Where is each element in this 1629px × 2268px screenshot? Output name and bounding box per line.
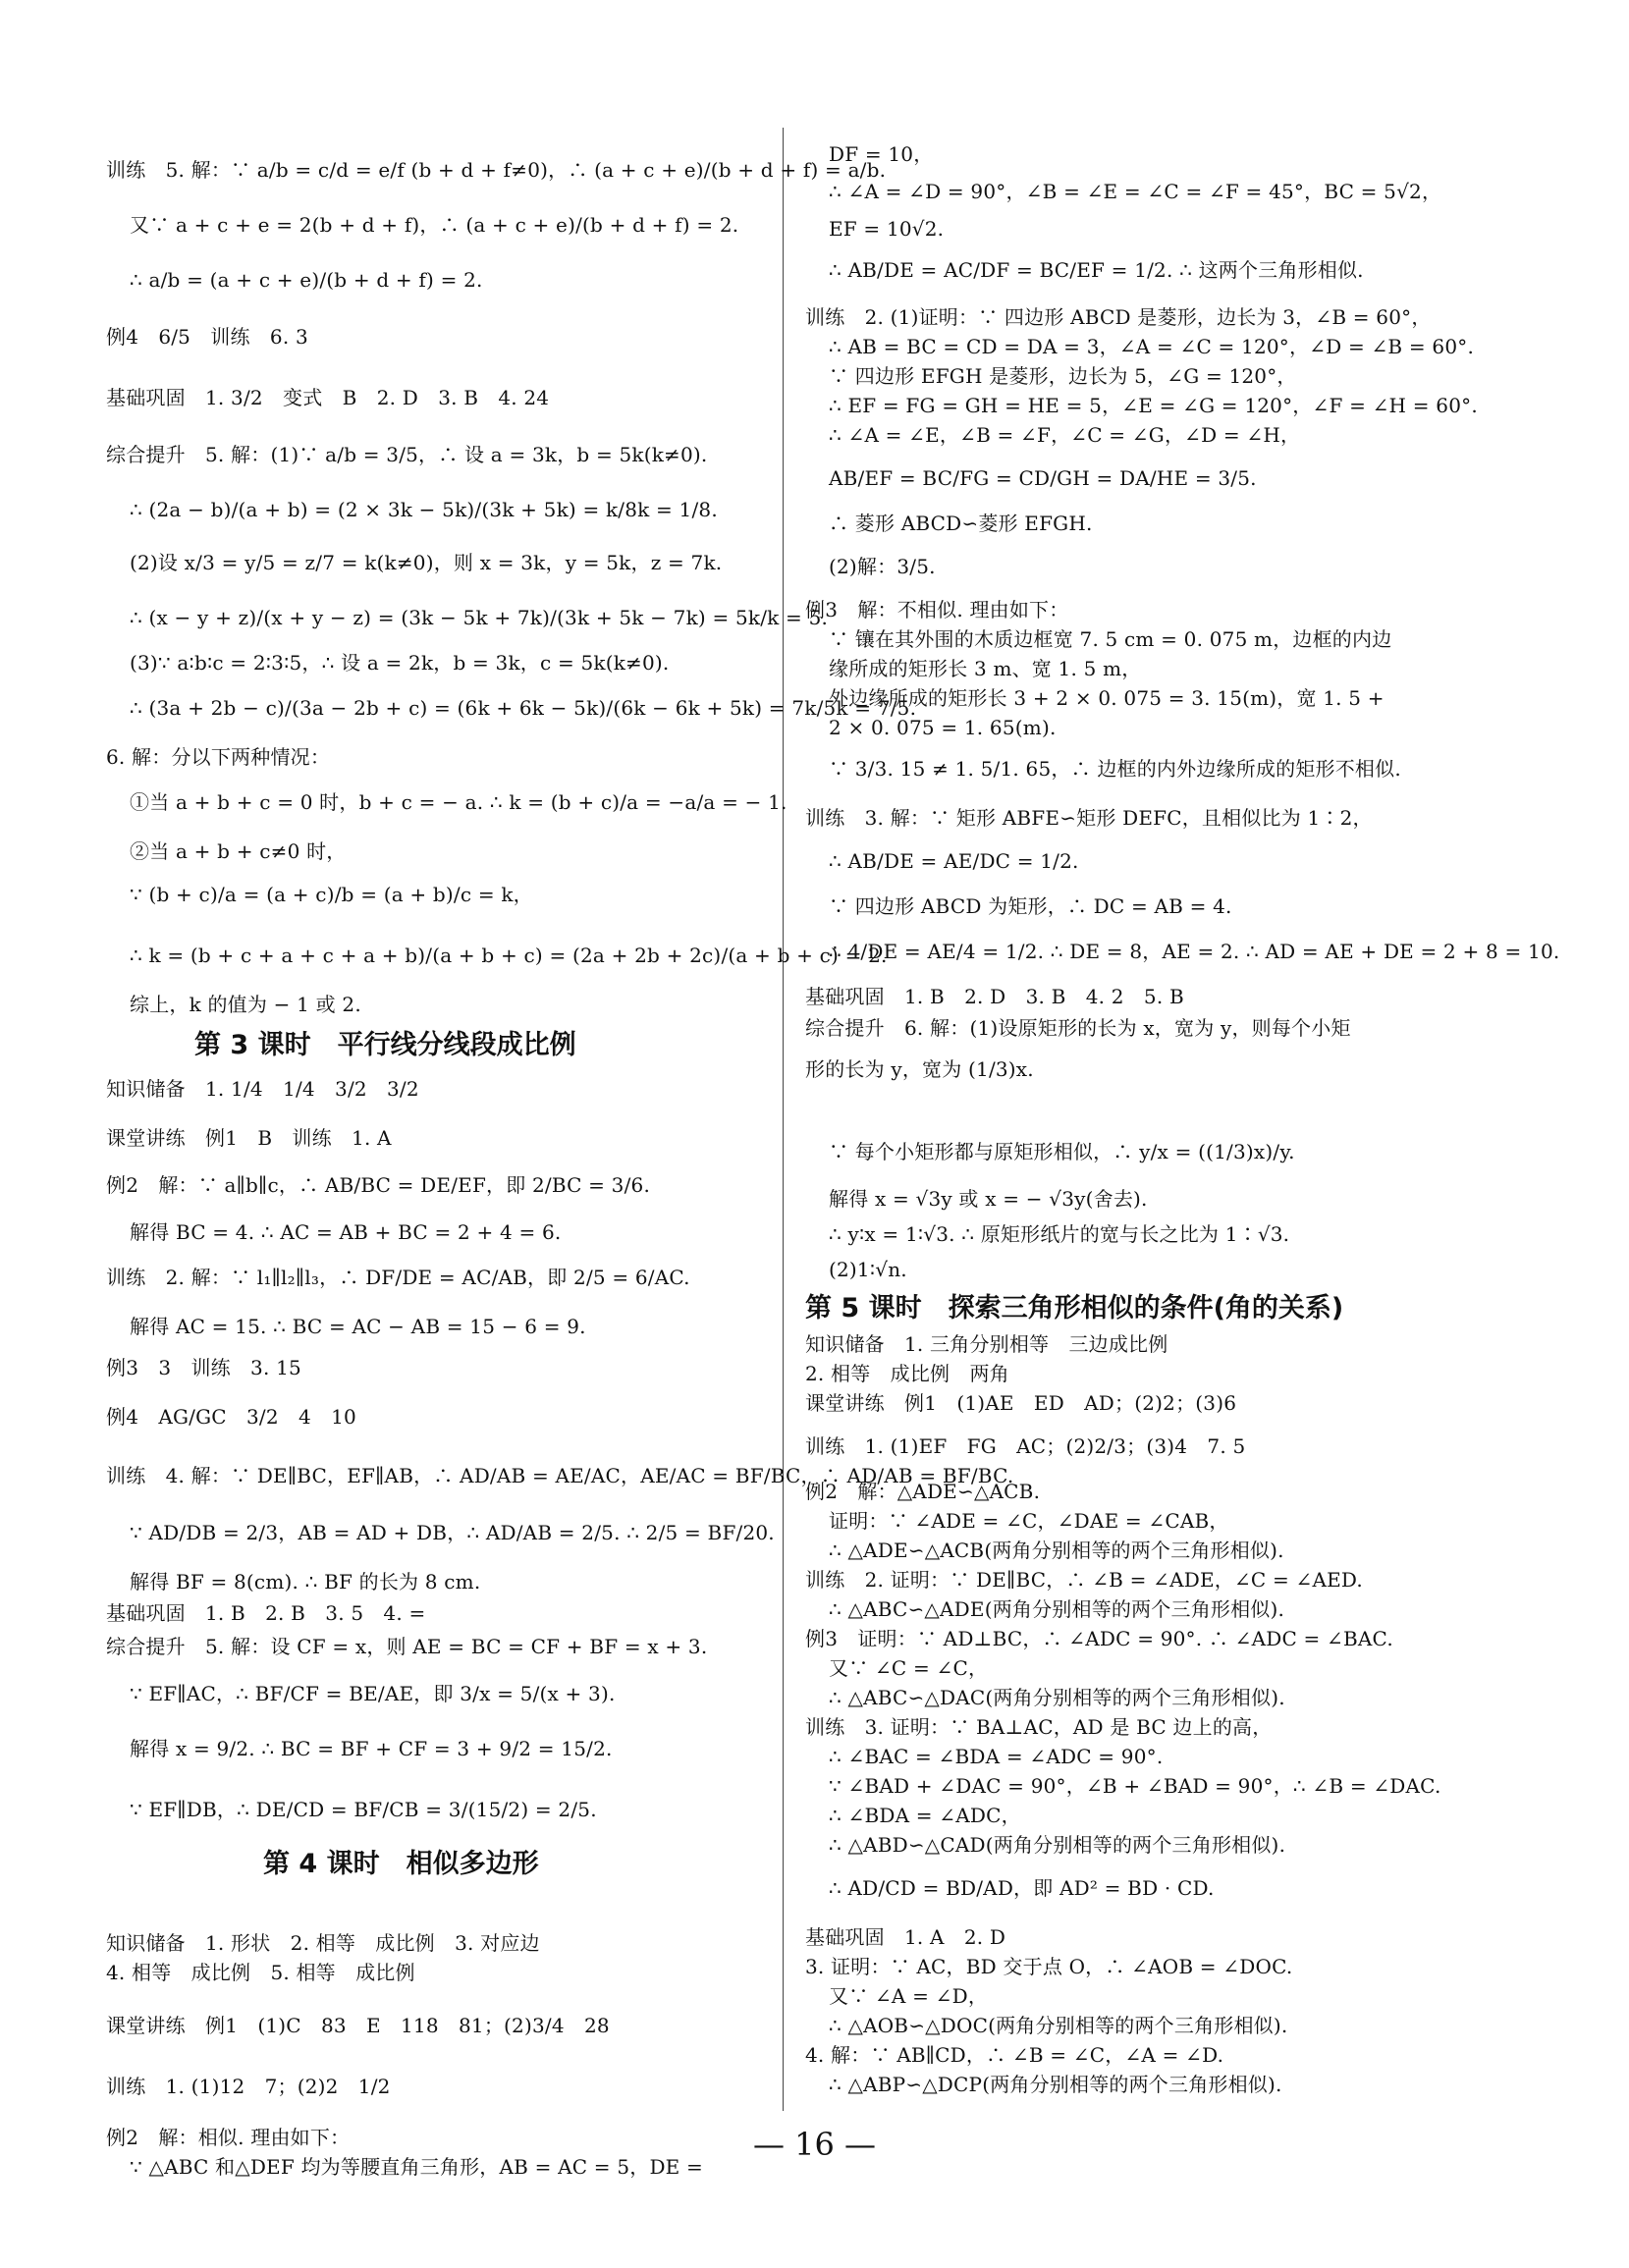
text-line: 训练 5. 解：∵ a/b = c/d = e/f (b + d + f≠0)，∴ (a + c + e)/(b + d + f) = a/b. — [106, 158, 887, 182]
column-divider — [783, 128, 784, 2111]
section-heading: 第 3 课时 平行线分线段成比例 — [194, 1030, 576, 1060]
text-line: ∴ AB/DE = AE/DC = 1/2. — [829, 849, 1079, 873]
text-line: ∵ △ABC 和△DEF 均为等腰直角三角形，AB = AC = 5，DE = — [130, 2155, 703, 2179]
section-heading: 第 4 课时 相似多边形 — [263, 1849, 539, 1879]
text-line: ∴ y∶x = 1∶√3. ∴ 原矩形纸片的宽与长之比为 1∶√3. — [829, 1222, 1290, 1246]
text-line: 训练 3. 证明：∵ BA⊥AC，AD 是 BC 边上的高， — [805, 1715, 1273, 1739]
text-line: (2)解：3/5. — [829, 555, 936, 578]
text-line: 训练 3. 解：∵ 矩形 ABFE∽矩形 DEFC，且相似比为 1∶2， — [805, 806, 1373, 830]
text-line: 课堂讲练 例1 B 训练 1. A — [106, 1126, 392, 1150]
text-line: ∵ AD/DB = 2/3，AB = AD + DB，∴ AD/AB = 2/5. ∴ 2/5 = BF/20. — [130, 1521, 775, 1544]
text-line: ∵ ∠BAD + ∠DAC = 90°，∠B + ∠BAD = 90°，∴ ∠B = ∠DAC. — [829, 1774, 1441, 1798]
text-line: 例4 AG/GC 3/2 4 10 — [106, 1405, 356, 1429]
text-line: 训练 2. (1)证明：∵ 四边形 ABCD 是菱形，边长为 3，∠B = 60°， — [805, 305, 1432, 329]
text-line: ∴ ∠BDA = ∠ADC， — [829, 1804, 1021, 1827]
page-number: — 16 — — [752, 2126, 877, 2163]
text-line: 3. 证明：∵ AC，BD 交于点 O，∴ ∠AOB = ∠DOC. — [805, 1955, 1293, 1978]
text-line: (3)∵ a∶b∶c = 2∶3∶5，∴ 设 a = 2k，b = 3k，c = 5k(k≠0). — [130, 651, 670, 675]
text-line: ∴ (3a + 2b − c)/(3a − 2b + c) = (6k + 6k − 5k)/(6k − 6k + 5k) = 7k/5k = 7/5. — [130, 696, 917, 720]
text-line: ∴ ∠A = ∠D = 90°，∠B = ∠E = ∠C = ∠F = 45°，BC = 5√2， — [829, 180, 1442, 203]
text-line: 知识储备 1. 三角分别相等 三边成比例 — [805, 1332, 1168, 1356]
text-line: 解得 x = √3y 或 x = − √3y(舍去). — [829, 1187, 1148, 1211]
text-line: ∴ (x − y + z)/(x + y − z) = (3k − 5k + 7k)/(3k + 5k − 7k) = 5k/k = 5. — [130, 606, 829, 629]
text-line: ∴ a/b = (a + c + e)/(b + d + f) = 2. — [130, 268, 483, 292]
text-line: ∴ k = (b + c + a + c + a + b)/(a + b + c) = (2a + 2b + 2c)/(a + b + c) = 2. — [130, 944, 888, 967]
text-line: ∴ 菱形 ABCD∽菱形 EFGH. — [829, 512, 1093, 535]
text-line: 综合提升 6. 解：(1)设原矩形的长为 x，宽为 y，则每个小矩 — [805, 1016, 1351, 1040]
text-line: EF = 10√2. — [829, 217, 945, 241]
text-line: 例3 3 训练 3. 15 — [106, 1356, 301, 1379]
text-line: ∴ AB = BC = CD = DA = 3，∠A = ∠C = 120°，∠D = ∠B = 60°. — [829, 335, 1475, 358]
text-line: 基础巩固 1. A 2. D — [805, 1925, 1006, 1949]
text-line: 基础巩固 1. B 2. B 3. 5 4. = — [106, 1601, 426, 1625]
text-line: 2. 相等 成比例 两角 — [805, 1362, 1009, 1385]
text-line: ∴ △ABP∽△DCP(两角分别相等的两个三角形相似). — [829, 2073, 1282, 2096]
text-line: 缘所成的矩形长 3 m、宽 1. 5 m， — [829, 657, 1142, 680]
text-line: ∵ 每个小矩形都与原矩形相似，∴ y/x = ((1/3)x)/y. — [829, 1140, 1295, 1163]
text-line: ∴ 4/DE = AE/4 = 1/2. ∴ DE = 8，AE = 2. ∴ AD = AE + DE = 2 + 8 = 10. — [829, 940, 1560, 963]
text-line: ∵ 镶在其外围的木质边框宽 7. 5 cm = 0. 075 m，边框的内边 — [829, 627, 1392, 651]
text-line: 证明：∵ ∠ADE = ∠C，∠DAE = ∠CAB， — [829, 1509, 1229, 1533]
text-line: 训练 4. 解：∵ DE∥BC，EF∥AB，∴ AD/AB = AE/AC，AE/AC = BF/BC，∴ AD/AB = BF/BC. — [106, 1464, 1014, 1487]
text-line: 解得 BF = 8(cm). ∴ BF 的长为 8 cm. — [130, 1570, 481, 1593]
text-line: 课堂讲练 例1 (1)AE ED AD；(2)2；(3)6 — [805, 1391, 1237, 1415]
text-line: DF = 10， — [829, 142, 934, 166]
text-line: ∴ AD/CD = BD/AD，即 AD² = BD · CD. — [829, 1876, 1215, 1900]
text-line: ②当 a + b + c≠0 时， — [130, 839, 347, 863]
text-line: 知识储备 1. 1/4 1/4 3/2 3/2 — [106, 1077, 419, 1101]
text-line: 又∵ ∠C = ∠C， — [829, 1656, 989, 1680]
text-line: 综上，k 的值为 − 1 或 2. — [130, 993, 361, 1016]
text-line: 训练 2. 证明：∵ DE∥BC，∴ ∠B = ∠ADE，∠C = ∠AED. — [805, 1568, 1363, 1592]
text-line: ∵ EF∥AC，∴ BF/CF = BE/AE，即 3/x = 5/(x + 3). — [130, 1682, 616, 1705]
text-line: 例2 解：∵ a∥b∥c，∴ AB/BC = DE/EF，即 2/BC = 3/6. — [106, 1173, 651, 1197]
text-line: 知识储备 1. 形状 2. 相等 成比例 3. 对应边 — [106, 1931, 540, 1955]
text-line: ∵ EF∥DB，∴ DE/CD = BF/CB = 3/(15/2) = 2/5. — [130, 1798, 597, 1821]
text-line: 例3 证明：∵ AD⊥BC，∴ ∠ADC = 90°. ∴ ∠ADC = ∠BAC. — [805, 1627, 1393, 1650]
text-line: ∴ △AOB∽△DOC(两角分别相等的两个三角形相似). — [829, 2014, 1288, 2037]
text-line: ∴ (2a − b)/(a + b) = (2 × 3k − 5k)/(3k + 5k) = k/8k = 1/8. — [130, 498, 718, 521]
text-line: 基础巩固 1. B 2. D 3. B 4. 2 5. B — [805, 985, 1184, 1008]
text-line: 课堂讲练 例1 (1)C 83 E 118 81；(2)3/4 28 — [106, 2014, 610, 2037]
text-line: 又∵ a + c + e = 2(b + d + f)，∴ (a + c + e)/(b + d + f) = 2. — [130, 213, 739, 237]
text-line: ∴ AB/DE = AC/DF = BC/EF = 1/2. ∴ 这两个三角形相似. — [829, 258, 1364, 282]
text-line: 例4 6/5 训练 6. 3 — [106, 325, 308, 349]
text-line: 例2 解：△ADE∽△ACB. — [805, 1480, 1041, 1503]
text-line: 例3 解：不相似. 理由如下： — [805, 598, 1069, 621]
text-line: 解得 x = 9/2. ∴ BC = BF + CF = 3 + 9/2 = 15/2. — [130, 1737, 613, 1760]
text-line: 2 × 0. 075 = 1. 65(m). — [829, 716, 1057, 739]
text-line: ∵ 四边形 ABCD 为矩形，∴ DC = AB = 4. — [829, 894, 1232, 918]
text-line: ∵ 3/3. 15 ≠ 1. 5/1. 65，∴ 边框的内外边缘所成的矩形不相似. — [829, 757, 1401, 781]
text-line: ∴ △ABC∽△ADE(两角分别相等的两个三角形相似). — [829, 1597, 1285, 1621]
text-line: 训练 1. (1)12 7；(2)2 1/2 — [106, 2075, 391, 2098]
text-line: ∴ ∠BAC = ∠BDA = ∠ADC = 90°. — [829, 1745, 1164, 1768]
text-line: 例2 解：相似. 理由如下： — [106, 2126, 351, 2149]
text-line: 又∵ ∠A = ∠D， — [829, 1984, 989, 2008]
text-line: (2)设 x/3 = y/5 = z/7 = k(k≠0)，则 x = 3k，y = 5k，z = 7k. — [130, 551, 723, 574]
text-line: 训练 2. 解：∵ l₁∥l₂∥l₃，∴ DF/DE = AC/AB，即 2/5 = 6/AC. — [106, 1266, 690, 1289]
text-line: ∴ △ADE∽△ACB(两角分别相等的两个三角形相似). — [829, 1539, 1284, 1562]
text-line: AB/EF = BC/FG = CD/GH = DA/HE = 3/5. — [829, 466, 1257, 490]
text-line: ∴ △ABD∽△CAD(两角分别相等的两个三角形相似). — [829, 1833, 1286, 1857]
text-line: 4. 相等 成比例 5. 相等 成比例 — [106, 1961, 415, 1984]
text-line: 综合提升 5. 解：(1)∵ a/b = 3/5，∴ 设 a = 3k，b = 5k(k≠0). — [106, 443, 708, 466]
section-heading: 第 5 课时 探索三角形相似的条件(角的关系) — [805, 1293, 1344, 1323]
text-line: ①当 a + b + c = 0 时，b + c = − a. ∴ k = (b + c)/a = −a/a = − 1. — [130, 790, 787, 814]
text-line: ∵ 四边形 EFGH 是菱形，边长为 5，∠G = 120°， — [829, 364, 1297, 388]
text-line: 形的长为 y，宽为 (1/3)x. — [805, 1057, 1034, 1081]
text-line: 解得 AC = 15. ∴ BC = AC − AB = 15 − 6 = 9. — [130, 1315, 586, 1338]
text-line: (2)1∶√n. — [829, 1258, 907, 1281]
text-line: ∴ △ABC∽△DAC(两角分别相等的两个三角形相似). — [829, 1686, 1285, 1709]
text-line: 4. 解：∵ AB∥CD，∴ ∠B = ∠C，∠A = ∠D. — [805, 2043, 1224, 2067]
text-line: ∴ EF = FG = GH = HE = 5，∠E = ∠G = 120°，∠F = ∠H = 60°. — [829, 394, 1478, 417]
text-line: 外边缘所成的矩形长 3 + 2 × 0. 075 = 3. 15(m)，宽 1. 5 + — [829, 686, 1385, 710]
text-line: 综合提升 5. 解：设 CF = x，则 AE = BC = CF + BF = x + 3. — [106, 1635, 708, 1658]
text-line: 解得 BC = 4. ∴ AC = AB + BC = 2 + 4 = 6. — [130, 1220, 562, 1244]
text-line: ∵ (b + c)/a = (a + c)/b = (a + b)/c = k， — [130, 883, 533, 906]
text-line: 训练 1. (1)EF FG AC；(2)2/3；(3)4 7. 5 — [805, 1434, 1246, 1458]
text-line: 6. 解：分以下两种情况： — [106, 745, 331, 769]
text-line: ∴ ∠A = ∠E，∠B = ∠F，∠C = ∠G，∠D = ∠H， — [829, 423, 1301, 447]
text-line: 基础巩固 1. 3/2 变式 B 2. D 3. B 4. 24 — [106, 386, 550, 409]
